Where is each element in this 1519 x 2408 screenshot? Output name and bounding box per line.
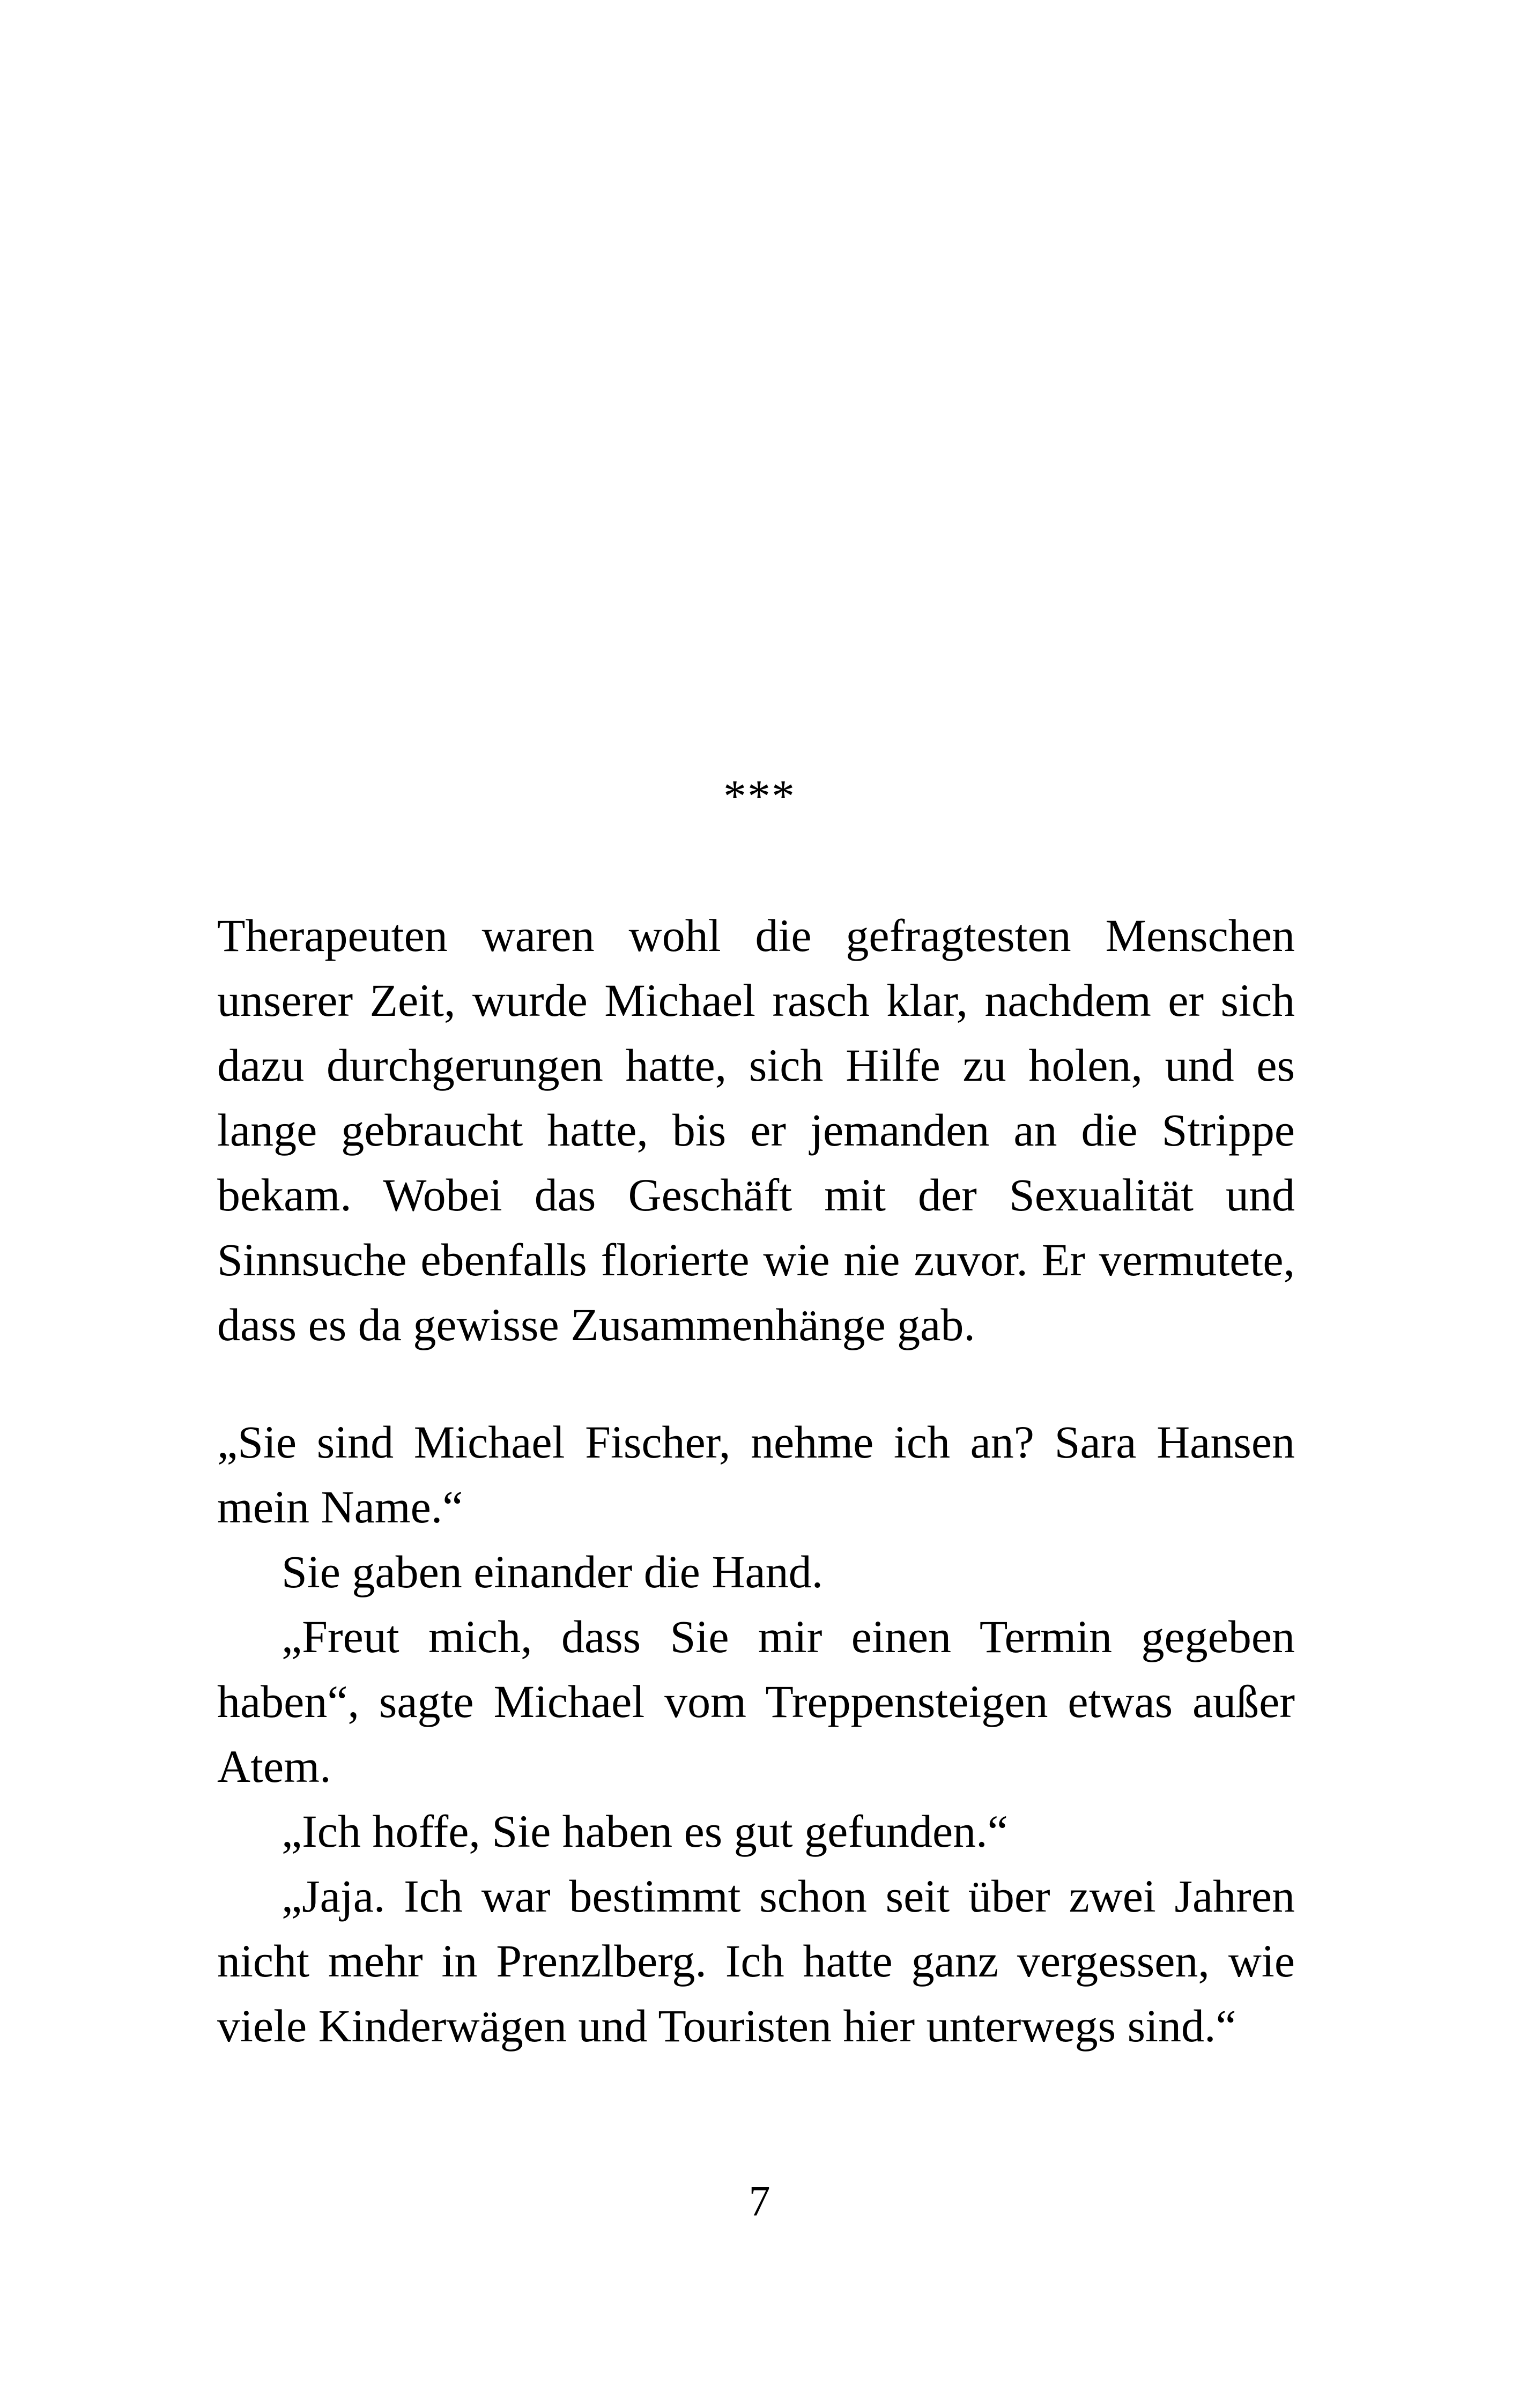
page-number: 7 (749, 2178, 770, 2225)
dialogue-paragraph: Sie gaben einander die Hand. (281, 1546, 824, 1597)
dialogue-paragraph: „Jaja. Ich war bestimmt schon seit über zwei Jahren nicht mehr in Prenzlberg. Ich hatte ganz vergessen, wie viele Kinderwägen und Touristen hier unterwegs sind.“ (217, 1870, 1295, 2052)
dialogue-block (217, 1410, 1295, 2058)
dialogue-paragraph: „Sie sind Michael Fischer, nehme ich an? Sara Hansen mein Name.“ (217, 1416, 1295, 1533)
section-separator: *** (723, 770, 796, 822)
paragraph: Therapeuten waren wohl die gefragtesten Menschen unserer Zeit, wurde Michael rasch klar, nachdem er sich dazu durchgerungen hatte, sich Hilfe zu holen, und es lange gebraucht hatte, bis er jemanden an die Strippe bekam. Wobei das Geschäft mit der Sexualität und Sinnsuche ebenfalls florierte wie nie zuvor. Er vermutete, dass es da gewisse Zusammenhänge gab. (217, 910, 1295, 1350)
dialogue-paragraph: „Freut mich, dass Sie mir einen Termin gegeben haben“, sagte Michael vom Treppensteigen etwas außer Atem. (217, 1611, 1295, 1792)
dialogue-paragraph: „Ich hoffe, Sie haben es gut gefunden.“ (281, 1805, 1008, 1857)
narrative-block (217, 903, 1295, 1357)
